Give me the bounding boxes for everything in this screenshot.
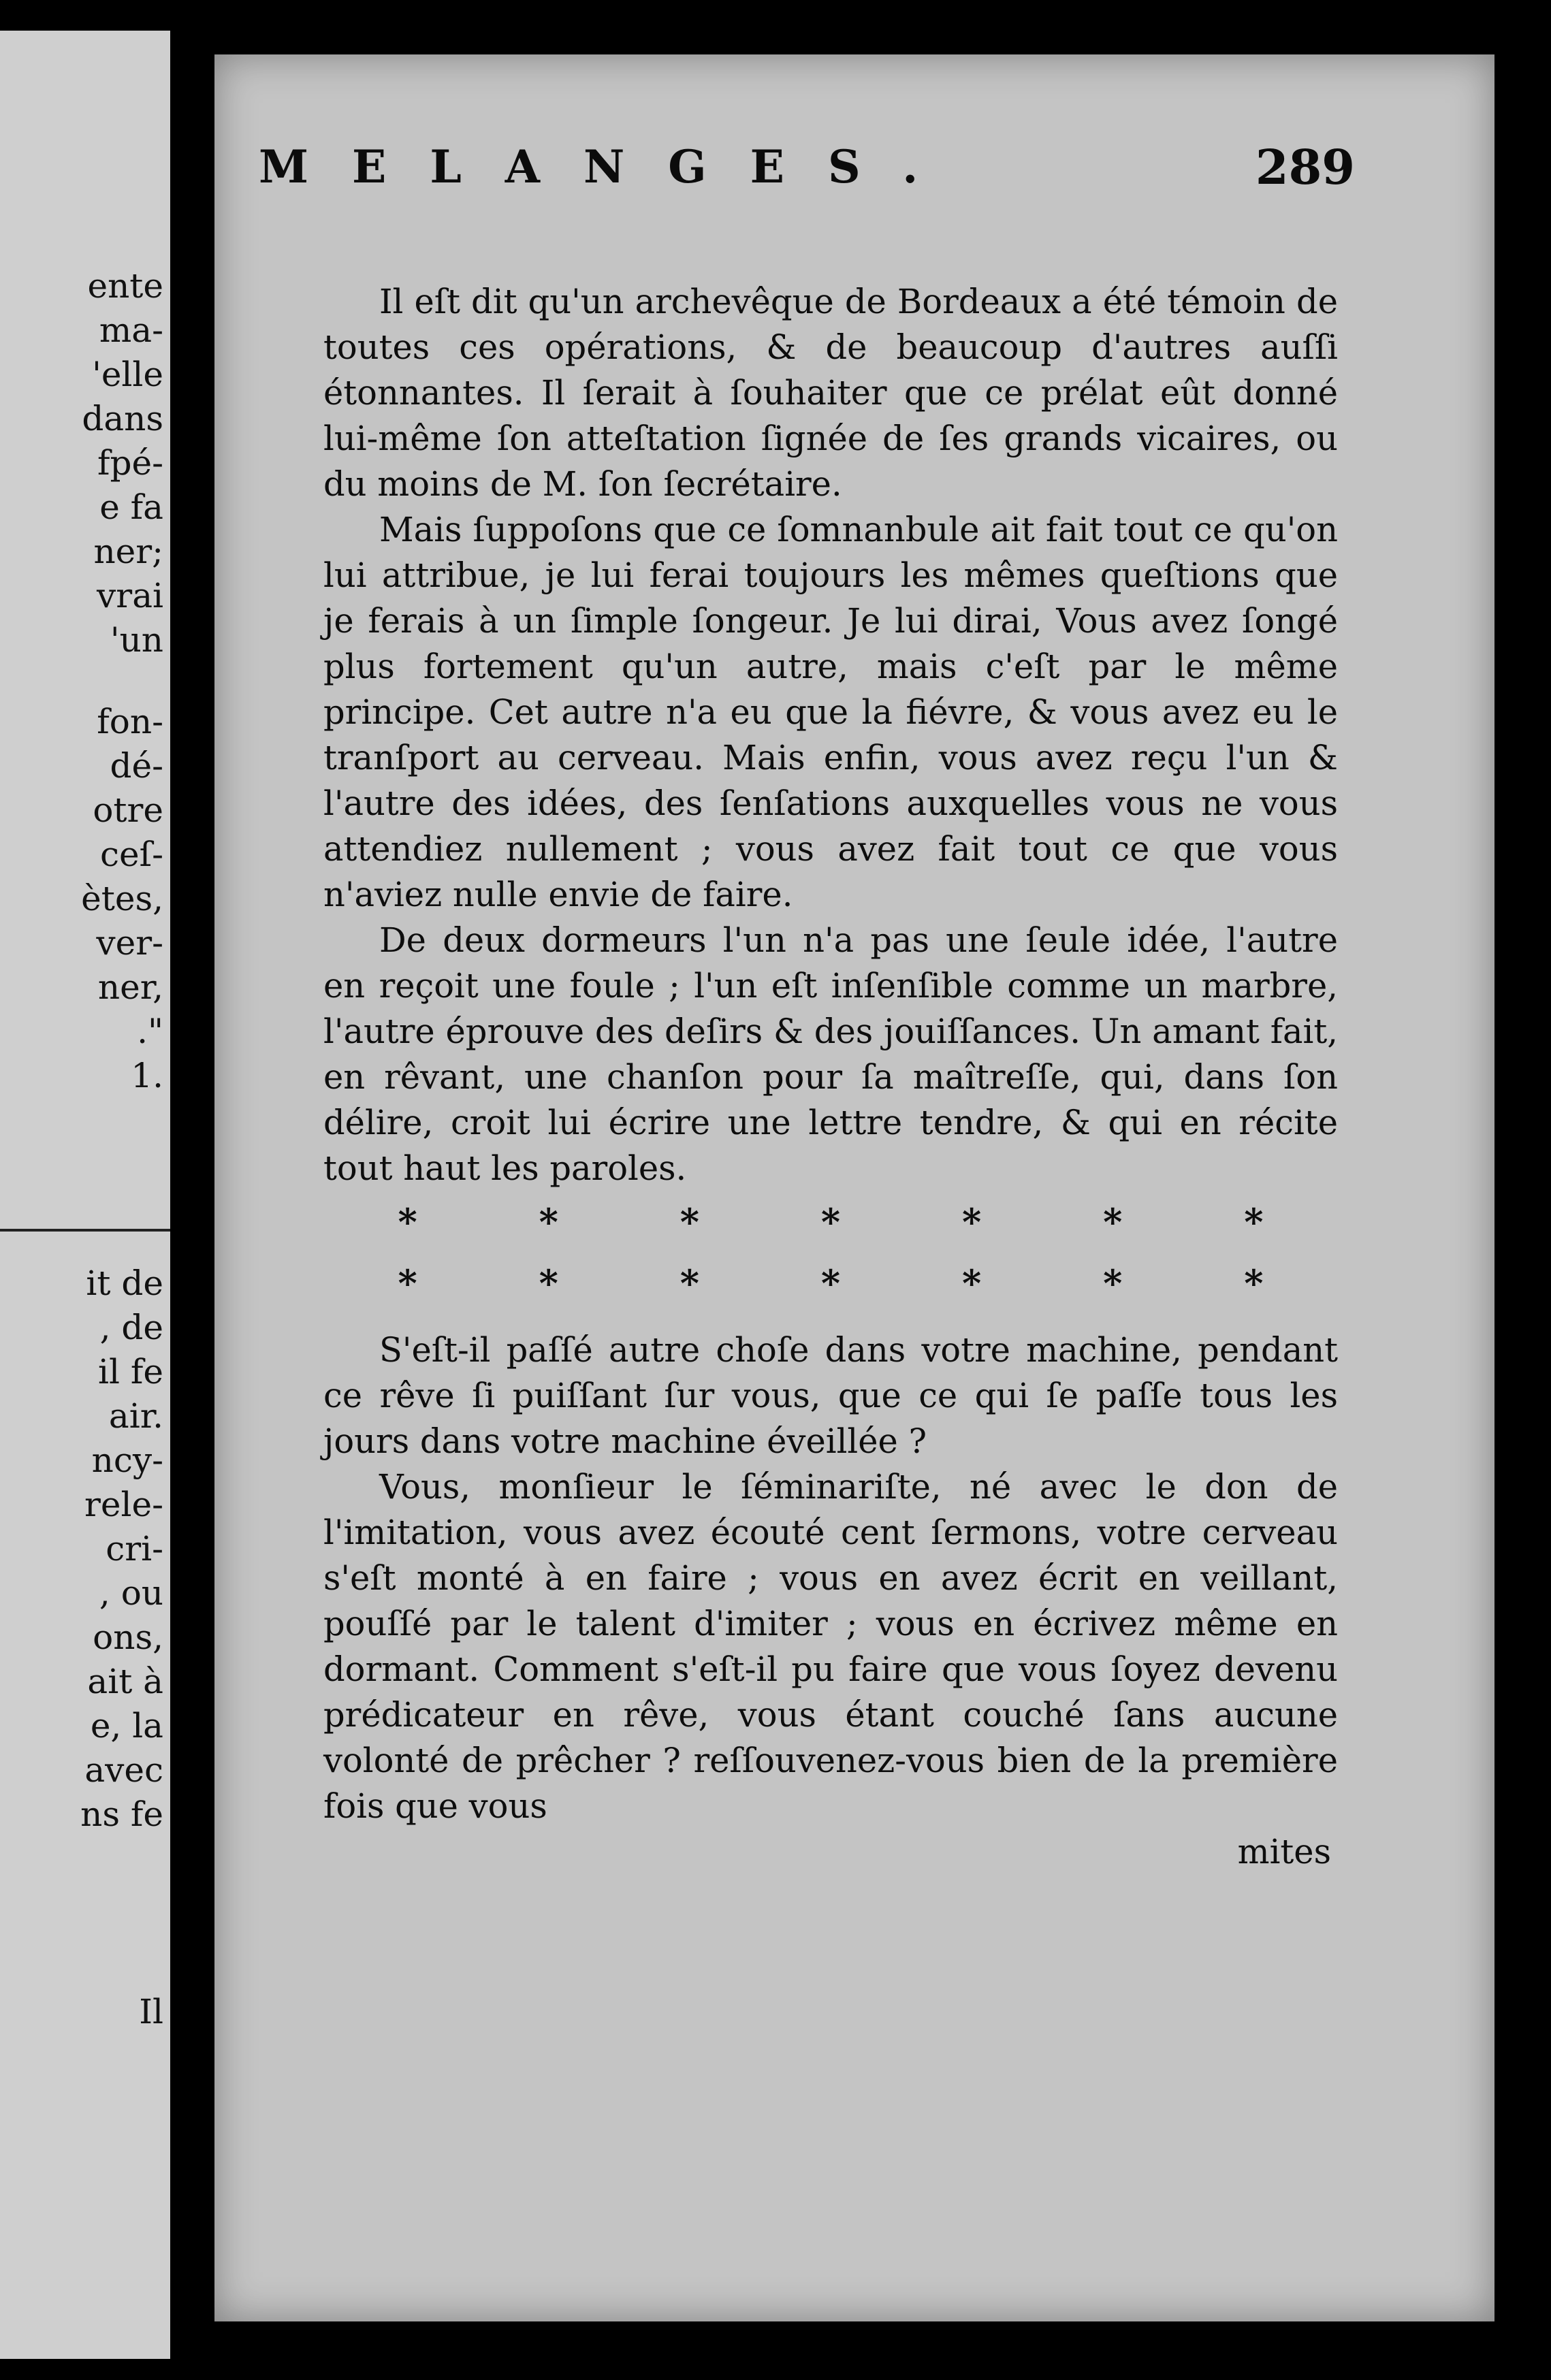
- asterisk: *: [398, 1200, 417, 1244]
- left-page-fragment: ente: [87, 266, 163, 306]
- asterisk: *: [962, 1200, 982, 1244]
- asterism-row-2: [323, 1253, 1338, 1314]
- left-page-fragment: ner,: [97, 967, 163, 1007]
- left-page-fragment: vrai: [97, 576, 163, 615]
- left-page-fragment: rele-: [84, 1485, 163, 1524]
- asterisk: *: [679, 1261, 699, 1305]
- left-page-fragment: air.: [108, 1396, 163, 1436]
- asterisk: *: [820, 1261, 841, 1305]
- left-page-fragment: ncy-: [91, 1441, 163, 1480]
- left-page-fragment: ner;: [93, 532, 163, 571]
- asterisk: *: [679, 1200, 699, 1244]
- left-page-fragment: fon-: [97, 702, 163, 741]
- left-page-fragment: Il: [139, 1992, 163, 2031]
- left-page-fragment: it de: [86, 1264, 163, 1303]
- left-page-fragment: ètes,: [81, 879, 163, 918]
- left-page-fragment: fpé-: [97, 443, 163, 483]
- catchword: mites: [1237, 1832, 1331, 1871]
- left-page-fragment: avec: [84, 1750, 163, 1790]
- left-page-fragment: e fa: [99, 487, 163, 527]
- running-title: MELANGES.: [259, 140, 962, 193]
- asterisk: *: [1244, 1200, 1264, 1244]
- left-page-rule: [0, 1229, 170, 1232]
- left-page-fragment: 'elle: [92, 355, 163, 394]
- paragraph-3: De deux dormeurs l'un n'a pas une ſeule idée, l'autre en reçoit une foule ; l'un eſt inſenſible comme un marbre, l'autre éprouve des deſirs & des jouiſſances. Un amant fait, en rêvant, une chanſon pour ſa maîtreſſe, qui, dans ſon délire, croit lui écrire une lettre tendre, & qui en récite tout haut les paroles.: [323, 920, 1338, 1188]
- left-page-fragment: ceſ-: [100, 835, 163, 874]
- left-page-fragment: e, la: [90, 1706, 163, 1746]
- left-page-fragment: ait à: [87, 1662, 163, 1701]
- left-page-fragment: otre: [93, 790, 163, 830]
- left-page-fragment: il fe: [98, 1352, 163, 1392]
- left-facing-page: [0, 31, 170, 2359]
- asterisk: *: [1103, 1200, 1123, 1244]
- left-page-fragment: 1.: [131, 1056, 163, 1095]
- left-page-fragment: ma-: [99, 310, 163, 350]
- asterisk: *: [1244, 1261, 1264, 1305]
- left-page-fragment: ver-: [96, 923, 163, 963]
- left-page-fragment: cri-: [106, 1529, 163, 1569]
- paragraph-2: Mais ſuppoſons que ce ſomnanbule ait fait tout ce qu'on lui attribue, je lui ferai toujours les mêmes queſtions que je ferais à un ſimple ſongeur. Je lui dirai, Vous avez ſongé plus fortement qu'un autre, mais c'eſt par le même principe. Cet autre n'a eu que la fiévre, & vous avez eu le tranſport au cerveau. Mais enfin, vous avez reçu l'un & l'autre des idées, des ſenſations auxquelles vous ne vous attendiez nullement ; vous avez fait tout ce que vous n'aviez nulle envie de faire.: [323, 510, 1338, 914]
- left-page-fragment: , ou: [99, 1573, 163, 1613]
- asterisk: *: [398, 1261, 417, 1305]
- left-page-fragment: dé-: [110, 746, 163, 786]
- asterisk: *: [962, 1261, 982, 1305]
- left-page-fragment: ns fe: [80, 1795, 163, 1834]
- asterisk: *: [539, 1200, 558, 1244]
- left-page-fragment: dans: [82, 399, 163, 438]
- paragraph-4: S'eſt-il paſſé autre choſe dans votre machine, pendant ce rêve ſi puiſſant ſur vous, que ce qui ſe paſſe tous les jours dans votre machine éveillée ?: [323, 1330, 1338, 1461]
- left-page-fragment: 'un: [110, 620, 163, 660]
- page-number: 289: [1255, 138, 1355, 195]
- paragraph-5: Vous, monſieur le ſéminariſte, né avec le don de l'imitation, vous avez écouté cent ſermons, votre cerveau s'eſt monté à en faire ; vous en avez écrit en veillant, pouſſé par le talent d'imiter ; vous en écrivez même en dormant. Comment s'eſt-il pu faire que vous ſoyez devenu prédicateur en rêve, vous étant couché ſans aucune volonté de prêcher ? reſſouvenez-vous bien de la première fois que vous: [323, 1467, 1338, 1826]
- left-page-fragment: .": [137, 1012, 163, 1051]
- asterism-row-1: [323, 1191, 1338, 1253]
- page-header: [259, 136, 1355, 197]
- left-page-fragment: ons,: [93, 1618, 163, 1657]
- paragraph-1: Il eſt dit qu'un archevêque de Bordeaux a été témoin de toutes ces opérations, & de beaucoup d'autres auſſi étonnantes. Il ſerait à ſouhaiter que ce prélat eût donné lui-même ſon atteſtation ſignée de ſes grands vicaires, ou du moins de M. ſon ſecrétaire.: [323, 282, 1338, 504]
- page-body: [323, 279, 1338, 1875]
- asterisk: *: [820, 1200, 841, 1244]
- left-page-fragment: , de: [99, 1308, 163, 1347]
- asterisk: *: [1103, 1261, 1123, 1305]
- asterisk: *: [539, 1261, 558, 1305]
